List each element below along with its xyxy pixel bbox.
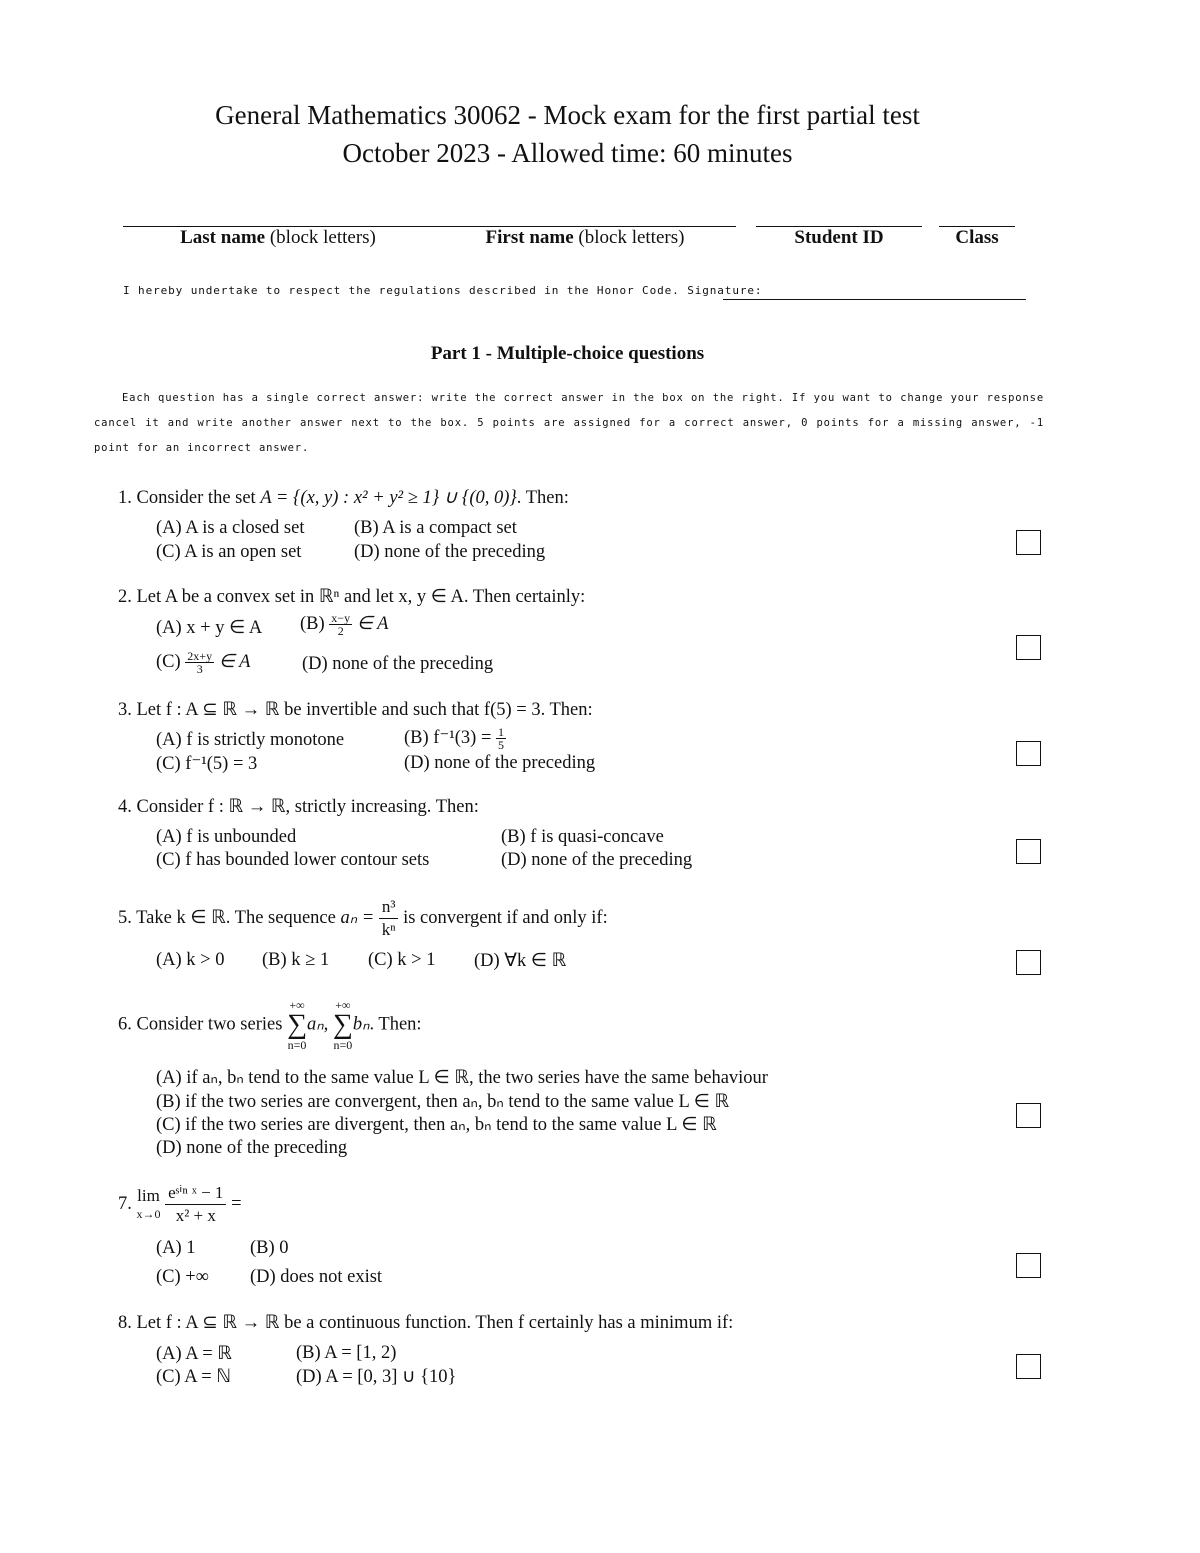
q3-option-b: (B) f⁻¹(3) = $\frac{1}{5}$ (404, 725, 505, 752)
q8-option-a: (A) A = ℝ (156, 1344, 232, 1364)
q2-option-a: (A) x + y ∈ A (156, 618, 263, 638)
q8-option-d: (D) A = [0, 3] ∪ {10} (296, 1367, 457, 1387)
q1-answer-box[interactable] (1016, 530, 1041, 555)
q3-b-fraction: $\frac{1}{5}$ (498, 725, 505, 752)
q7-limit: lim x→0 (136, 1185, 161, 1221)
q4-option-a: (A) f is unbounded (156, 827, 297, 847)
q1-option-d: (D) none of the preceding (354, 542, 546, 562)
q7-option-c: (C) +∞ (156, 1267, 209, 1287)
last-name-label: Last name (block letters) (180, 227, 376, 248)
q6-option-c: (C) if the two series are divergent, then aₙ, bₙ tend to the same value L ∈ ℝ (156, 1115, 717, 1135)
part-title: Part 1 - Multiple-choice questions (430, 343, 705, 364)
exam-title: General Mathematics 30062 - Mock exam for the first partial test (215, 100, 920, 130)
q8-option-b: (B) A = [1, 2) (296, 1343, 397, 1363)
q5-fraction: $\frac{\text{n³}}{\text{kⁿ}}$ (379, 896, 399, 941)
class-label: Class (955, 227, 999, 248)
q6-answer-box[interactable] (1016, 1103, 1041, 1128)
q5-option-c: (C) k > 1 (368, 950, 436, 970)
exam-subtitle: October 2023 - Allowed time: 60 minutes (342, 138, 793, 168)
question-8: 8. Let f : A ⊆ ℝ → ℝ be a continuous function. Then f certainly has a minimum if: (118, 1313, 734, 1333)
first-name-label: First name (block letters) (485, 227, 685, 248)
signature-line[interactable] (723, 299, 1026, 300)
q1-option-b: (B) A is a compact set (354, 518, 517, 538)
question-7: 7. lim x→0 eˢⁱⁿ ˣ − 1 x² + x = (118, 1183, 242, 1225)
q2-option-c: (C) $\frac{2x+y}{3}$ ∈ A (156, 649, 251, 676)
question-4: 4. Consider f : ℝ → ℝ, strictly increasing. Then: (118, 797, 479, 817)
honor-statement: I hereby undertake to respect the regulations described in the Honor Code. Signature: (123, 284, 763, 297)
q2-answer-box[interactable] (1016, 635, 1041, 660)
q4-answer-box[interactable] (1016, 839, 1041, 864)
q2-b-fraction: $\frac{x-y}{2}$ (331, 611, 351, 638)
question-1: 1. Consider the set A = {(x, y) : x² + y² ≥ 1} ∪ {(0, 0)}. Then: (118, 488, 569, 508)
q4-option-c: (C) f has bounded lower contour sets (156, 850, 430, 870)
q6-option-a: (A) if aₙ, bₙ tend to the same value L ∈ ℝ, the two series have the same behaviour (156, 1068, 768, 1088)
q3-option-d: (D) none of the preceding (404, 753, 596, 773)
q7-option-d: (D) does not exist (250, 1267, 383, 1287)
q6-sum-a: +∞ ∑ n=0 (287, 998, 308, 1052)
q7-answer-box[interactable] (1016, 1253, 1041, 1278)
q6-sum-b: +∞ ∑ n=0 (332, 998, 353, 1052)
q3-answer-box[interactable] (1016, 741, 1041, 766)
q5-option-d: (D) ∀k ∈ ℝ (474, 951, 567, 971)
q3-option-c: (C) f⁻¹(5) = 3 (156, 754, 258, 774)
q8-answer-box[interactable] (1016, 1354, 1041, 1379)
q2-option-b: (B) $\frac{x-y}{2}$ ∈ A (300, 611, 389, 638)
q8-option-c: (C) A = ℕ (156, 1367, 232, 1387)
q5-answer-box[interactable] (1016, 950, 1041, 975)
q4-option-d: (D) none of the preceding (501, 850, 693, 870)
q6-option-d: (D) none of the preceding (156, 1138, 348, 1158)
question-3: 3. Let f : A ⊆ ℝ → ℝ be invertible and such that f(5) = 3. Then: (118, 700, 593, 720)
q1-option-c: (C) A is an open set (156, 542, 302, 562)
q5-option-a: (A) k > 0 (156, 950, 225, 970)
q7-fraction: eˢⁱⁿ ˣ − 1 x² + x (165, 1182, 226, 1227)
q2-c-fraction: $\frac{2x+y}{3}$ (187, 649, 213, 676)
question-5: 5. Take k ∈ ℝ. The sequence aₙ = $\frac{\text{n³}}{\text{kⁿ}}$ is convergent if and only if: (118, 897, 608, 939)
q6-option-b: (B) if the two series are convergent, then aₙ, bₙ tend to the same value L ∈ ℝ (156, 1092, 730, 1112)
q7-option-a: (A) 1 (156, 1238, 196, 1258)
student-id-label: Student ID (794, 227, 884, 248)
question-2: 2. Let A be a convex set in ℝⁿ and let x, y ∈ A. Then certainly: (118, 587, 586, 607)
q3-option-a: (A) f is strictly monotone (156, 730, 345, 750)
q1-option-a: (A) A is a closed set (156, 518, 305, 538)
q4-option-b: (B) f is quasi-concave (501, 827, 664, 847)
instructions: Each question has a single correct answer: write the correct answer in the box on the right. If you want to change your response cancel it and write another answer next to the box. 5 points are assigned for a correct answer, 0 points for a missing answer, -1 point for an incorrect answer. (94, 392, 1044, 454)
question-6: 6. Consider two series +∞ ∑ n=0 aₙ, +∞ ∑ n=0 bₙ. Then: (118, 998, 422, 1052)
q7-option-b: (B) 0 (250, 1238, 289, 1258)
q5-option-b: (B) k ≥ 1 (262, 950, 330, 970)
q2-option-d: (D) none of the preceding (302, 654, 494, 674)
